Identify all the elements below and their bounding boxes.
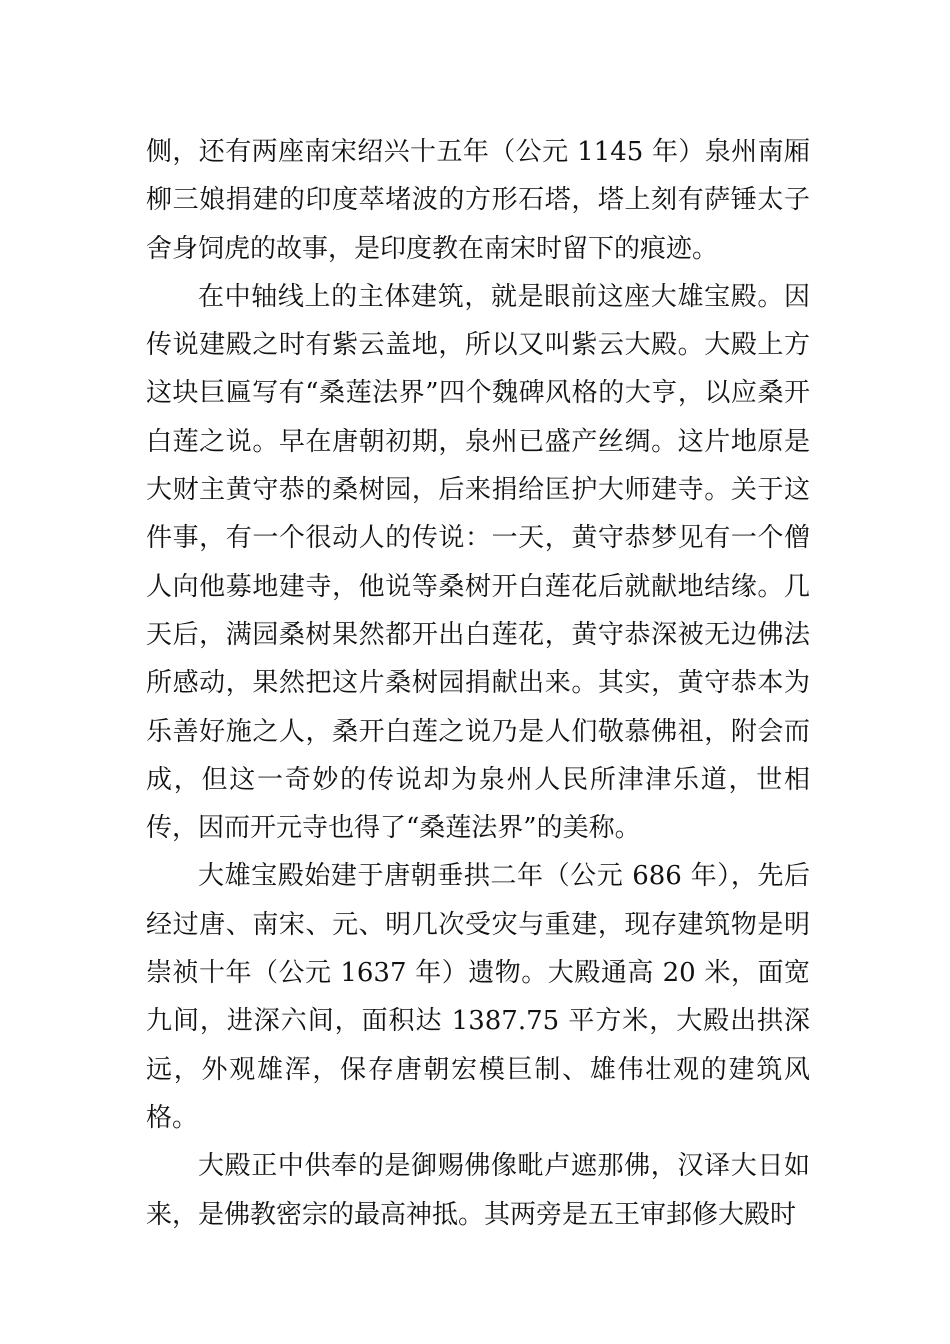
paragraph-4: 大殿正中供奉的是御赐佛像毗卢遮那佛，汉译大日如来，是佛教密宗的最高神抵。其两旁是五王审邽修大殿时 — [146, 1151, 810, 1230]
body-text — [146, 128, 810, 1239]
paragraph-1: 侧，还有两座南宋绍兴十五年（公元 1145 年）泉州南厢柳三娘捐建的印度萃堵波的方形石塔，塔上刻有萨锤太子舍身饲虎的故事，是印度教在南宋时留下的痕迹。 — [146, 137, 810, 264]
paragraph-2: 在中轴线上的主体建筑，就是眼前这座大雄宝殿。因传说建殿之时有紫云盖地，所以又叫紫云大殿。大殿上方这块巨匾写有“桑莲法界”四个魏碑风格的大亨，以应桑开白莲之说。早在唐朝初期，泉州已盛产丝绸。这片地原是大财主黄守恭的桑树园，后来捐给匡护大师建寺。关于这件事，有一个很动人的传说：一天，黄守恭梦见有一个僧人向他募地建寺，他说等桑树开白莲花后就献地结缘。几天后，满园桑树果然都开出白莲花，黄守恭深被无边佛法所感动，果然把这片桑树园捐献出来。其实，黄守恭本为乐善好施之人，桑开白莲之说乃是人们敬慕佛祖，附会而成，但这一奇妙的传说却为泉州人民所津津乐道，世相传，因而开元寺也得了“桑莲法界”的美称。 — [146, 281, 810, 844]
paragraph-3: 大雄宝殿始建于唐朝垂拱二年（公元 686 年），先后经过唐、南宋、元、明几次受灾与重建，现存建筑物是明崇祯十年（公元 1637 年）遗物。大殿通高 20 米，面宽九间，进深六间，面积达 1387.75 平方米，大殿出拱深远，外观雄浑，保存唐朝宏模巨制、雄伟壮观的建筑风格。 — [146, 861, 810, 1133]
